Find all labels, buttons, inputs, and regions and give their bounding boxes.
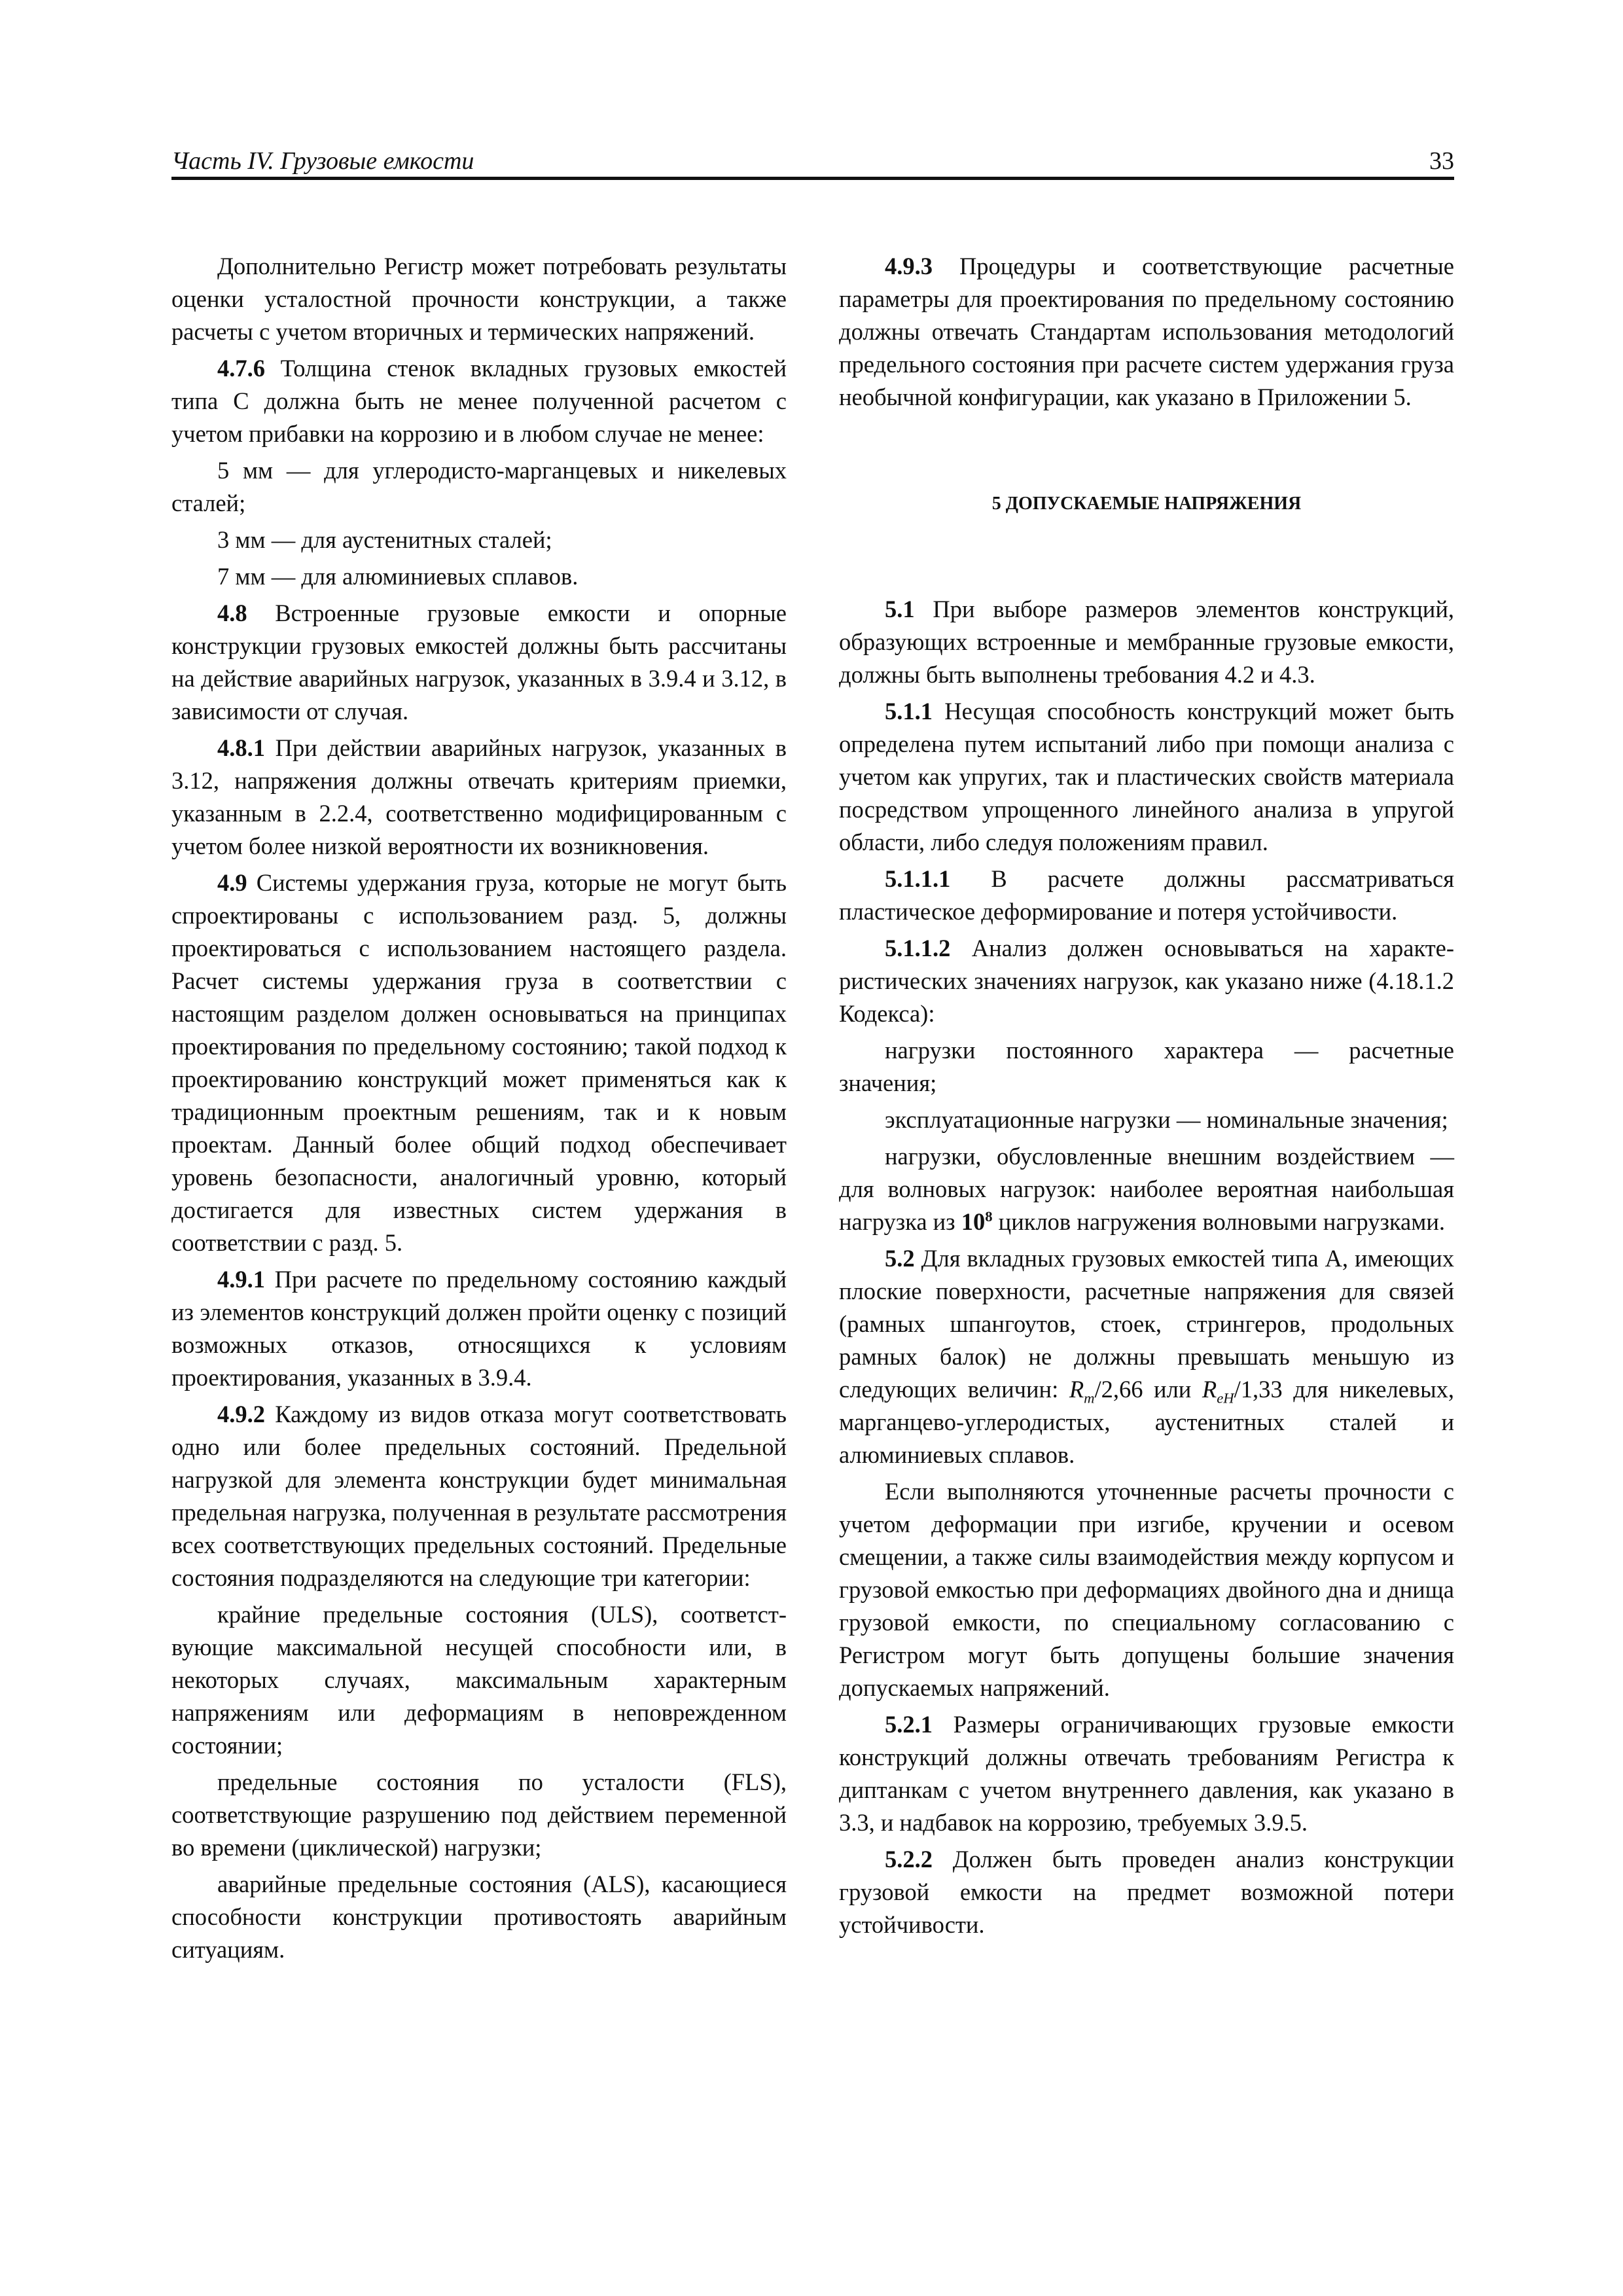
power-of-ten: $10^8$ (961, 1208, 993, 1235)
list-item: 7 мм — для алюминиевых сплавов. (217, 563, 579, 590)
paragraph: 5.2.2 Должен быть проведен анализ конструкции грузовой емкости на предмет возможной потери устойчивости. (839, 1846, 1454, 1938)
clause-number: 5.1.1.2 (885, 935, 951, 961)
section-heading: 5 ДОПУСКАЕМЫЕ НАПРЯЖЕНИЯ (991, 493, 1302, 514)
paragraph: Если выполняются уточненные расчеты прочности с учетом деформации при изгибе, кручении и осевом смещении, а также силы взаимодействия между корпусом и грузовой емкостью при деформациях двойного дна и днища грузовой емкости, по специальному согласованию с Регистром могут быть допущены большие значения допускаемых напряжений. (839, 1478, 1454, 1701)
paragraph: 5.1.1.1 В расчете должны рассматриваться пластическое деформирование и потеря устойчивости. (839, 865, 1454, 925)
clause-number: 4.9.2 (217, 1401, 265, 1427)
paragraph: 4.9.2 Каждому из видов отказа могут соответствовать одно или более предельных состояний. Предельной нагрузкой для элемента конструкции будет минимальная предельная нагрузка, полученная в результате рассмотрения всех соответствующих предельных состояний. Предельные состояния подразделяются на следующие три категории: (171, 1401, 787, 1591)
clause-number: 5.1 (885, 596, 915, 622)
paragraph: 5.1.1.2 Анализ должен основываться на характеристических значениях нагрузок, как указано ниже (4.18.1.2 Кодекса): (839, 935, 1454, 1027)
left-column (171, 250, 787, 1966)
clause-number: 5.2 (885, 1245, 915, 1272)
clause-number: 4.8.1 (217, 734, 265, 761)
clause-number: 4.9 (217, 869, 247, 896)
right-column (839, 250, 1454, 1941)
list-item: 5 мм — для углеродисто-марганцевых и никелевых сталей; (171, 457, 787, 516)
list-item: нагрузки постоянного характера — расчетные значения; (839, 1037, 1454, 1096)
clause-number: 4.9.3 (885, 253, 933, 279)
page-number: 33 (1429, 147, 1454, 175)
symbol-reh: $R_{eH}$ (1202, 1376, 1234, 1407)
clause-number: 5.2.1 (885, 1711, 933, 1738)
clause-number: 5.1.1.1 (885, 865, 951, 892)
paragraph: 4.8.1 При действии аварийных нагрузок, указанных в 3.12, напряжения должны отвечать критериям приемки, указанным в 2.2.4, соответственно модифицированным с учетом более низкой вероятности их возникновения. (171, 734, 787, 859)
clause-number: 4.8 (217, 600, 247, 626)
running-header-title: Часть IV. Грузовые емкости (171, 147, 474, 175)
paragraph: 4.7.6 Толщина стенок вкладных грузовых емкостей типа С должна быть не менее полученной расчетом с учетом прибавки на коррозию и в любом случае не менее: (171, 355, 787, 447)
clause-number: 5.2.2 (885, 1846, 933, 1873)
paragraph: 4.9 Системы удержания груза, которые не могут быть спроектированы с использованием разд. 5, должны проектироваться с использованием настоящего раздела. Расчет системы удержания груза в соответствии с настоящим разделом должен основываться на принципах проектирования по предельному состоянию; такой подход к проектированию конструкций может применяться как к традиционным проектным решениям, так и к новым проектам. Данный более общий подход обеспечивает уровень безопасности, аналогичный уровню, который достигается для известных систем удержания в соответствии с разд. 5. (171, 869, 787, 1256)
paragraph: Дополнительно Регистр может потребовать результаты оценки усталостной прочности конструкции, а также расчеты с учетом вторичных и термических напряжений. (171, 253, 787, 345)
paragraph: 5.2 Для вкладных грузовых емкостей типа А, имеющих плоские поверхности, расчетные напряжения для связей (рамных шпангоутов, стоек, стрингеров, продольных рамных балок) не должны превышать меньшую из следующих величин: $R_m/2,66$ или $R_{eH}/1,33$ для никелевых, марганцево-углеродистых, аустенитных сталей и алюминиевых сплавов. (839, 1245, 1454, 1468)
list-item: 3 мм — для аустенитных сталей; (217, 526, 552, 553)
paragraph: 5.1 При выборе размеров элементов конструкций, образующих встроенные и мембранные грузовые емкости, должны быть выполнены требования 4.2 и 4.3. (839, 596, 1454, 688)
paragraph: 4.9.3 Процедуры и соответствующие расчетные параметры для проектирования по предельному состоянию должны отвечать Стандартам использования методологий предельного состояния при расчете систем удержания груза необычной конфигурации, как указано в Приложении 5. (839, 253, 1454, 410)
header-rule (171, 177, 1454, 180)
paragraph: 5.1.1 Несущая способность конструкций может быть определена путем испытаний либо при помощи анализа с учетом как упругих, так и пластических свойств материала посредством упрощенного линейного анализа в упругой области, либо следуя положениям правил. (839, 698, 1454, 855)
list-item: предельные состояния по усталости (FLS), соответствующие разрушению под действием переменной во времени (циклической) нагрузки; (171, 1768, 787, 1861)
clause-number: 5.1.1 (885, 698, 933, 725)
list-item: крайние предельные состояния (ULS), соответствующие максимальной несущей способности или, в некоторых случаях, максимальным характерным напряжениям или деформациям в неповрежденном состоянии; (171, 1601, 787, 1759)
symbol-rm: $R_m$ (1069, 1376, 1095, 1407)
paragraph: 4.8 Встроенные грузовые емкости и опорные конструкции грузовых емкостей должны быть рассчитаны на действие аварийных нагрузок, указанных в 3.9.4 и 3.12, в зависимости от случая. (171, 600, 787, 725)
list-item: эксплуатационные нагрузки — номинальные значения; (885, 1106, 1448, 1133)
list-item: нагрузки, обусловленные внешним воздействием — для волновых нагрузок: наиболее вероятная наибольшая нагрузка из $10^8$ циклов нагружения волновыми нагрузками. (839, 1143, 1454, 1235)
running-header (171, 145, 1454, 177)
list-item: аварийные предельные состояния (ALS), касающиеся способности конструкции противостоять аварийным ситуациям. (171, 1871, 787, 1963)
clause-number: 4.9.1 (217, 1266, 265, 1293)
paragraph: 5.2.1 Размеры ограничивающих грузовые емкости конструкций должны отвечать требованиям Регистра к диптанкам с учетом внутреннего давления, как указано в 3.3, и надбавок на коррозию, требуемых 3.9.5. (839, 1711, 1454, 1836)
paragraph: 4.9.1 При расчете по предельному состоянию каждый из элементов конструкций должен пройти оценку с позиций возможных отказов, относящихся к условиям проектирования, указанных в 3.9.4. (171, 1266, 787, 1391)
clause-number: 4.7.6 (217, 355, 265, 382)
